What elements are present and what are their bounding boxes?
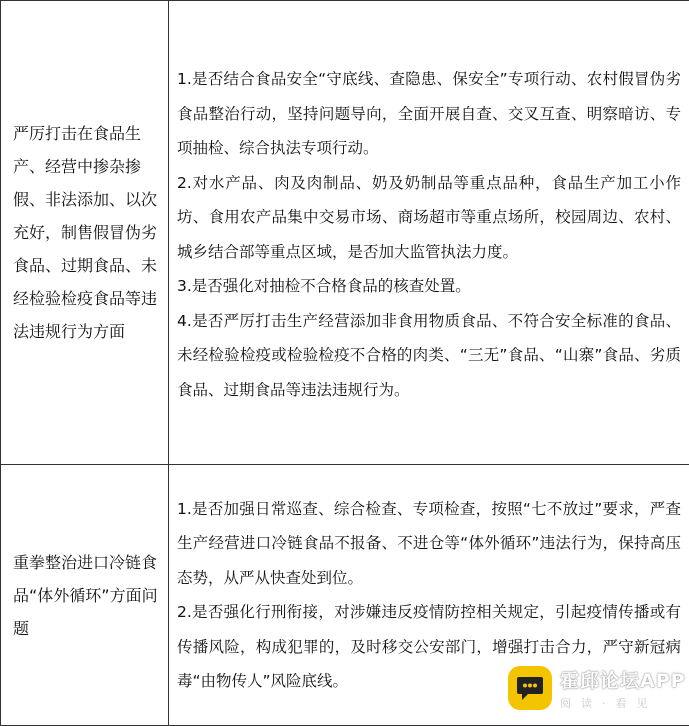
app-watermark bbox=[498, 657, 689, 719]
table-row bbox=[1, 1, 689, 465]
item-text: 2.对水产品、肉及肉制品、奶及奶制品等重点品种，食品生产加工小作坊、食用农产品集中交易市场、商场超市等重点场所，校园周边、农村、城乡结合部等重点区域，是否加大监管执法力度。 bbox=[169, 166, 689, 270]
category-cell bbox=[1, 465, 169, 726]
item-text: 1.是否结合食品安全“守底线、查隐患、保安全”专项行动、农村假冒伪劣食品整治行动，坚持问题导向，全面开展自查、交叉互查、明察暗访、专项抽检、综合执法专项行动。 bbox=[169, 62, 689, 166]
item-text: 2.是否强化行刑衔接，对涉嫌违反疫情防控相关规定，引起疫情传播或有传播风险，构成犯罪的，及时移交公安部门，增强打击合力，严守新冠病毒“由物传人”风险底线。 bbox=[169, 595, 689, 699]
watermark-title: 霍邱论坛APP bbox=[560, 666, 686, 693]
category-text: 严厉打击在食品生产、经营中掺杂掺假、非法添加、以次充好，制售假冒伪劣食品、过期食品、未经检验检疫食品等违法违规行为方面 bbox=[1, 117, 168, 348]
category-text: 重拳整治进口冷链食品“体外循环”方面问题 bbox=[1, 546, 168, 645]
items-cell bbox=[169, 1, 689, 465]
item-text: 4.是否严厉打击生产经营添加非食用物质食品、不符合安全标准的食品、未经检验检疫或检验检疫不合格的肉类、“三无”食品、“山寨”食品、劣质食品、过期食品等违法违规行为。 bbox=[169, 304, 689, 408]
item-text: 3.是否强化对抽检不合格食品的核查处置。 bbox=[169, 269, 689, 304]
category-cell bbox=[1, 1, 169, 465]
item-text: 1.是否加强日常巡查、综合检查、专项检查，按照“七不放过”要求，严查生产经营进口冷链食品不报备、不进仓等“体外循环”违法行为，保持高压态势，从严从快查处到位。 bbox=[169, 492, 689, 596]
speech-bubble-icon bbox=[508, 666, 552, 710]
watermark-subtitle: 阅读·看见 bbox=[560, 695, 686, 711]
